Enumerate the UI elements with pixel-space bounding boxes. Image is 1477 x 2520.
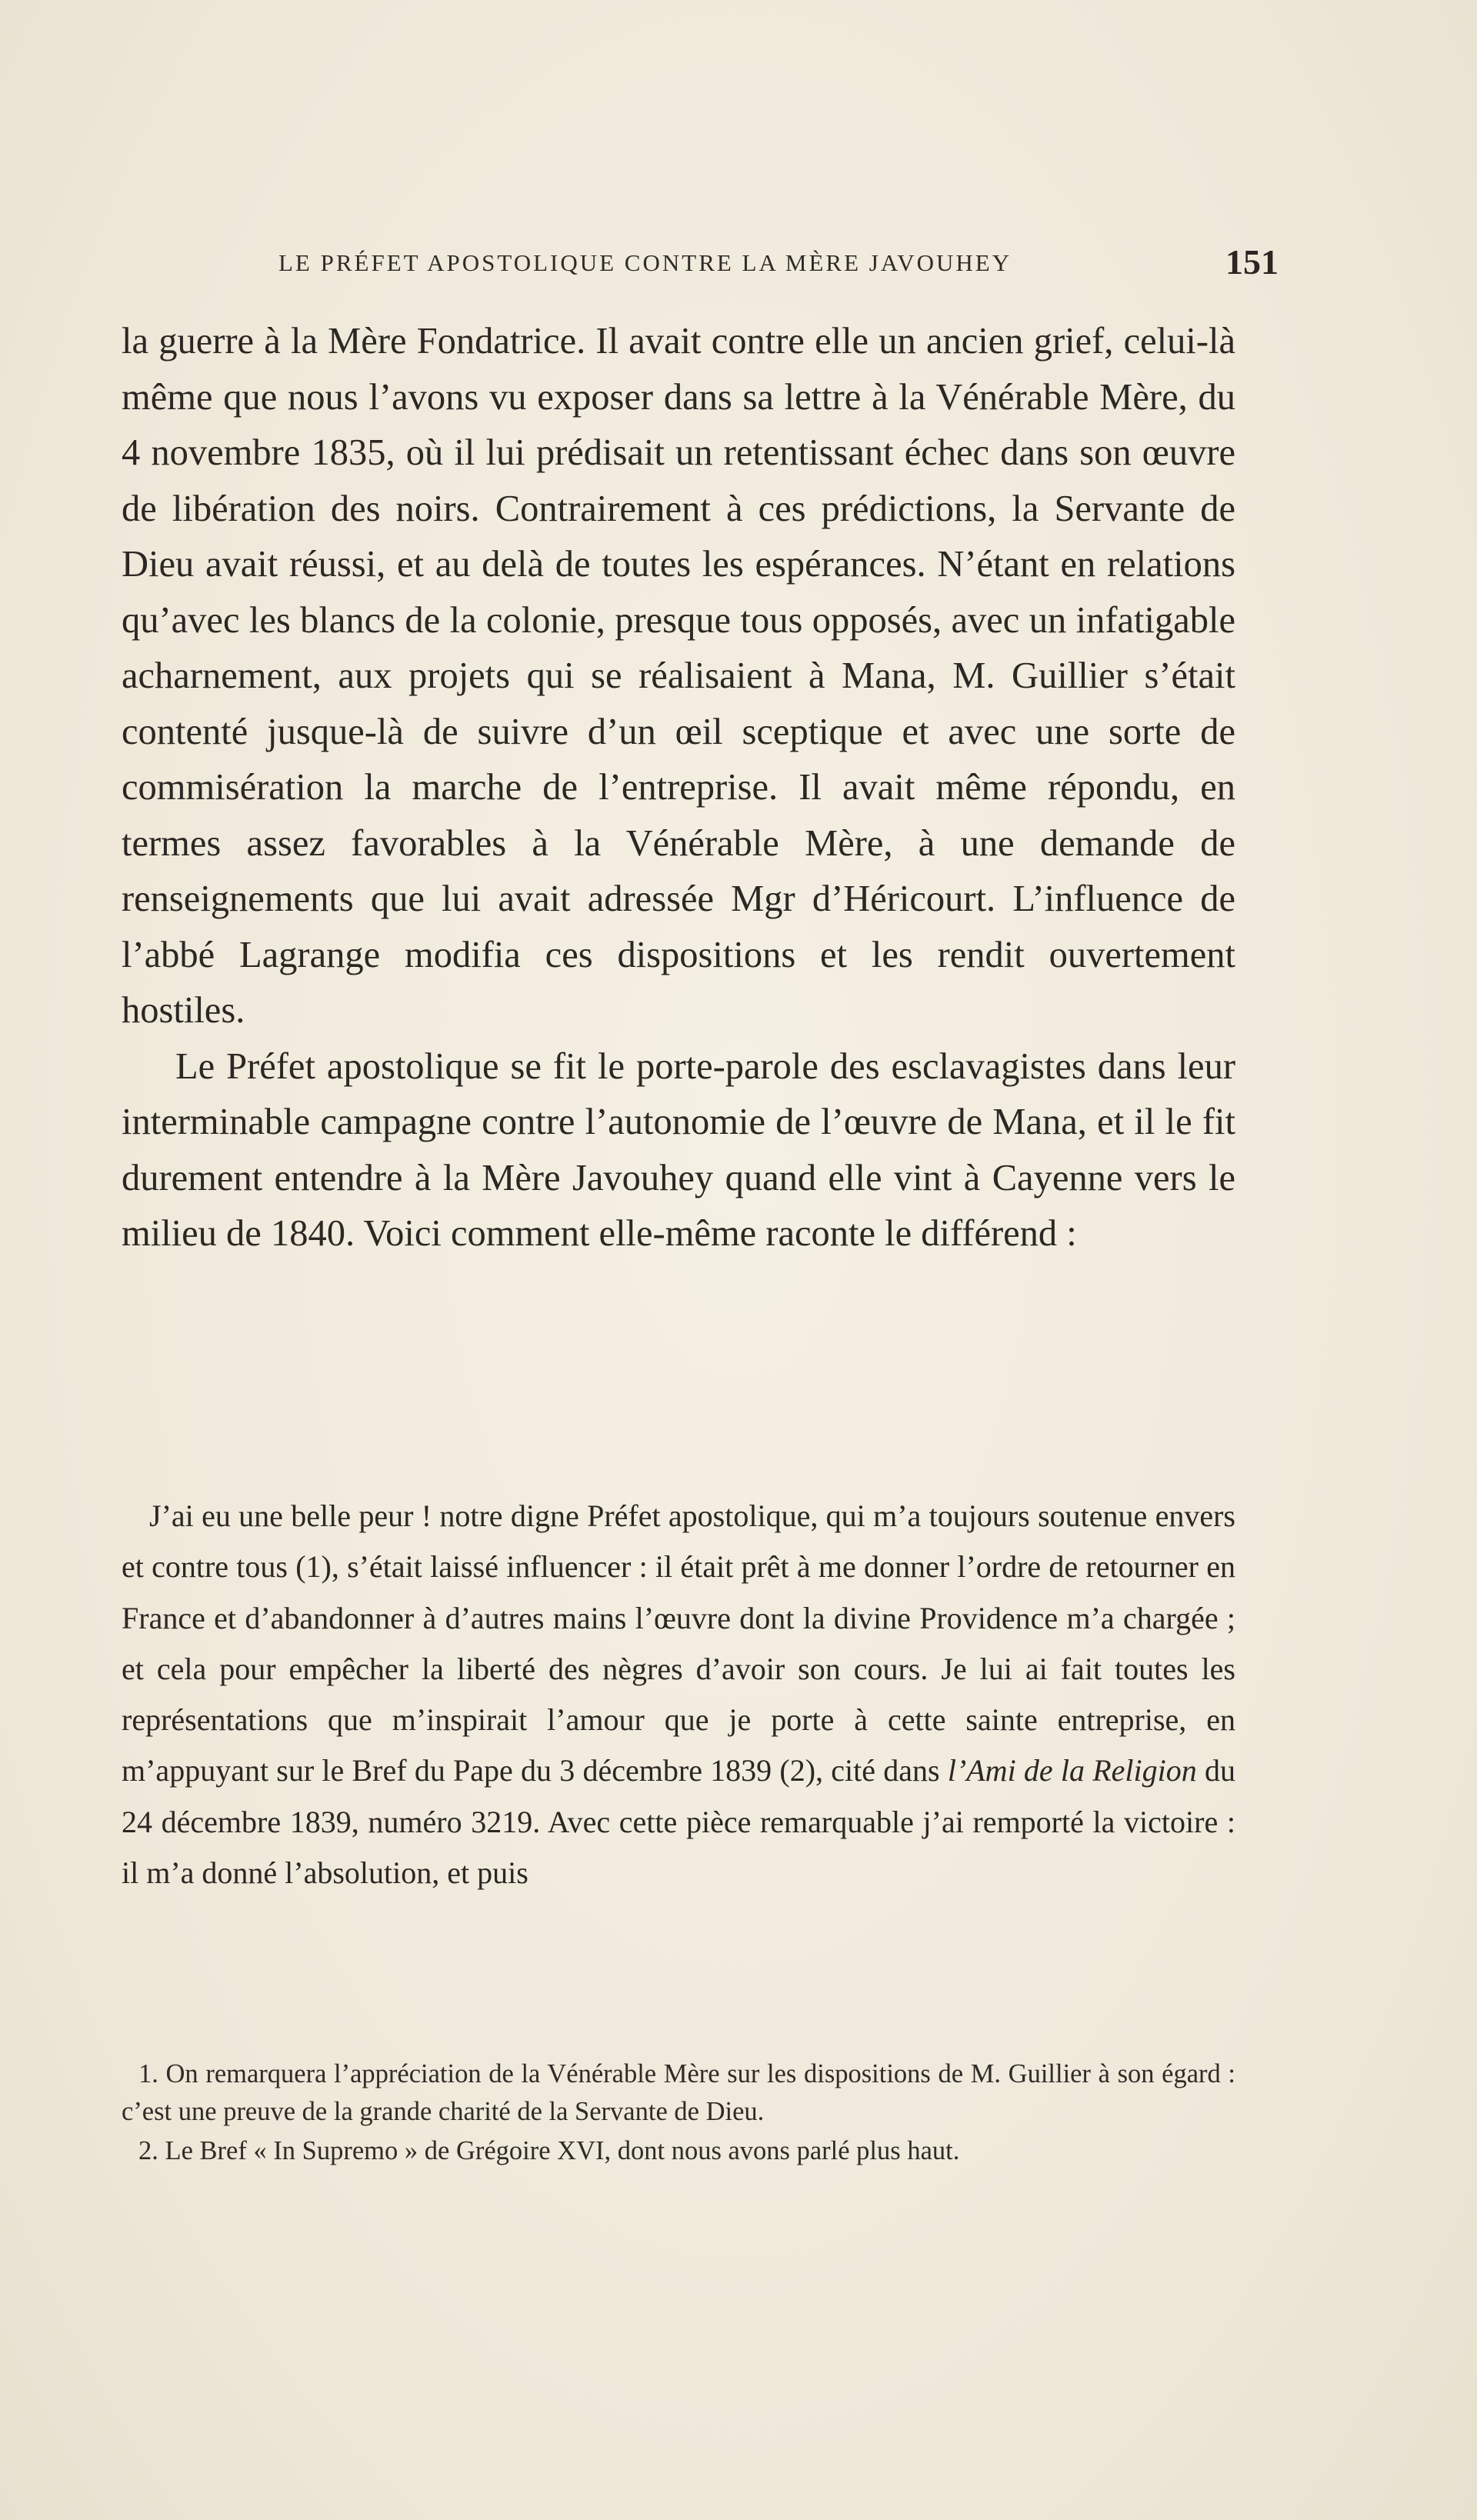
quote-text-before: J’ai eu une belle peur ! notre digne Préfet apostolique, qui m’a toujours soutenue envers et contre tous (1), s’était laissé influencer : il était prêt à me donner l’ordre de retourner en France et d’abandonner à d’autres mains l’œuvre dont la divine Providence m’a chargée ; et cela pour empêcher la liberté des nègres d’avoir son cours. Je lui ai fait toutes les représentations que m’inspirait l’amour que je porte à cette sainte entreprise, en m’appuyant sur le Bref du Pape du 3 décembre 1839 (2), cité dans: [122, 1498, 1235, 1788]
page-number: 151: [1225, 242, 1279, 282]
footnotes: [122, 2055, 1235, 2172]
footnote-1: 1. On remarquera l’appréciation de la Vénérable Mère sur les dispositions de M. Guillier à son égard : c’est une preuve de la grande charité de la Servante de Dieu.: [122, 2059, 1235, 2126]
paragraph-1: la guerre à la Mère Fondatrice. Il avait contre elle un ancien grief, celui-là même que nous l’avons vu exposer dans sa lettre à la Vénérable Mère, du 4 novembre 1835, où il lui prédisait un retentissant échec dans son œuvre de libération des noirs. Contrairement à ces prédictions, la Servante de Dieu avait réussi, et au delà de toutes les espérances. N’étant en relations qu’avec les blancs de la colonie, presque tous opposés, avec un infatigable acharnement, aux projets qui se réalisaient à Mana, M. Guillier s’était contenté jusque-là de suivre d’un œil sceptique et avec une sorte de commisération la marche de l’entreprise. Il avait même répondu, en termes assez favorables à la Vénérable Mère, à une demande de renseignements que lui avait adressée Mgr d’Héricourt. L’influence de l’abbé Lagrange modifia ces dispositions et les rendit ouvertement hostiles.: [122, 321, 1235, 1031]
quote-text-after: du 24 décembre 1839, numéro 3219. Avec cette pièce remarquable j’ai remporté la victoire : il m’a donné l’absolution, et puis: [122, 1753, 1236, 1891]
main-text: [122, 314, 1235, 1262]
paragraph-2: Le Préfet apostolique se fit le porte-parole des esclavagistes dans leur interminable campagne contre l’autonomie de l’œuvre de Mana, et il le fit durement entendre à la Mère Javouhey quand elle vint à Cayenne vers le milieu de 1840. Voici comment elle-même raconte le différend :: [122, 1045, 1235, 1254]
quoted-letter: [122, 1491, 1235, 1898]
footnote-2: 2. Le Bref « In Supremo » de Grégoire XVI, dont nous avons parlé plus haut.: [138, 2136, 960, 2165]
quote-journal-title: l’Ami de la Religion: [947, 1753, 1197, 1788]
page-header: [278, 242, 1279, 291]
running-title: LE PRÉFET APOSTOLIQUE CONTRE LA MÈRE JAVOUHEY: [278, 249, 1012, 276]
quote-paragraph: [122, 1491, 1235, 1898]
